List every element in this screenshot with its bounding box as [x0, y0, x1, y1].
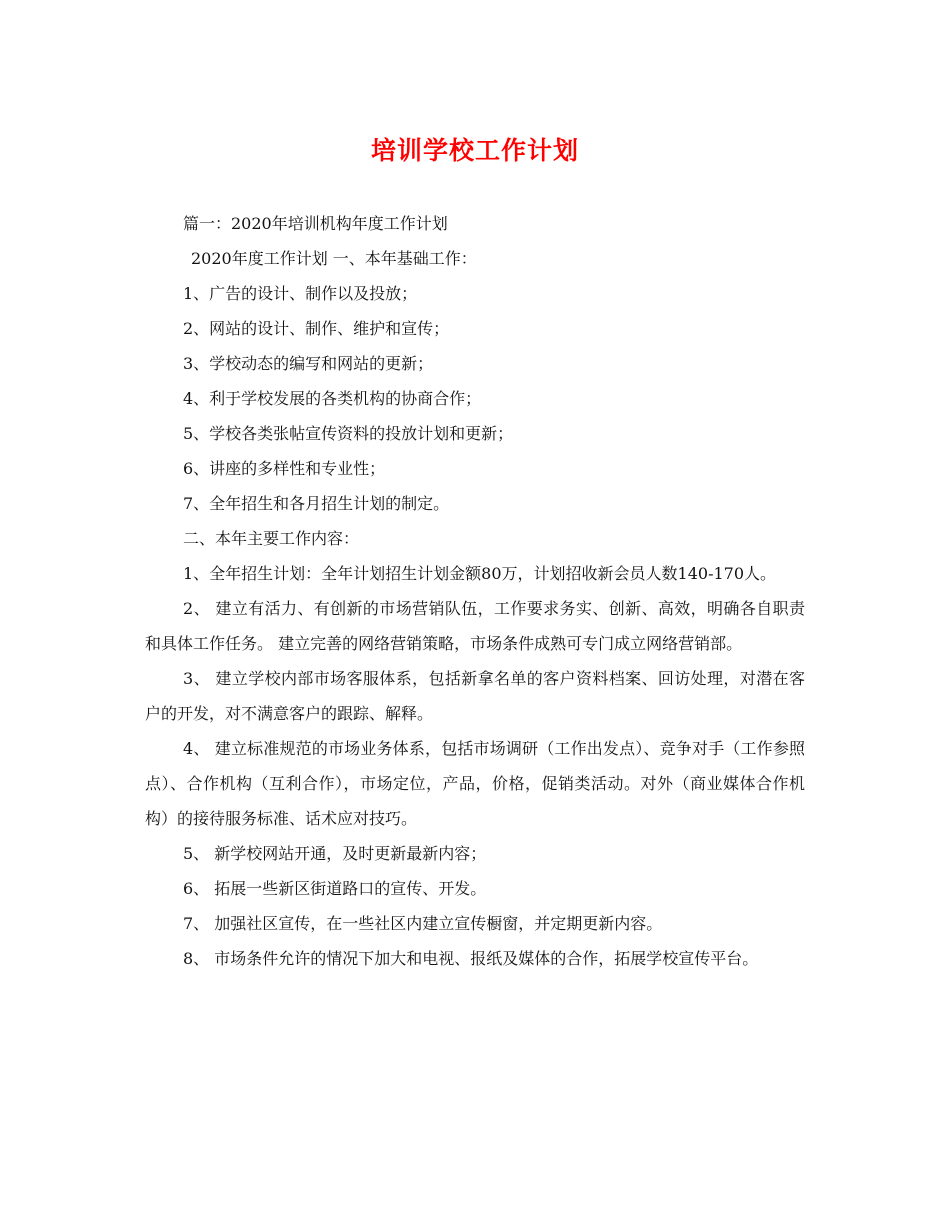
section-heading: 二、本年主要工作内容：: [183, 529, 360, 548]
list-item: 7、 加强社区宣传，在一些社区内建立宣传橱窗，并定期更新内容。: [183, 914, 663, 933]
list-item: 2、网站的设计、制作、维护和宣传；: [183, 319, 450, 338]
list-item: 3、 建立学校内部市场客服体系，包括新拿名单的客户资料档案、回访处理，对潜在客户的开发，对不满意客户的跟踪、解释。: [145, 669, 805, 723]
list-item: 4、 建立标准规范的市场业务体系，包括市场调研（工作出发点）、竞争对手（工作参照点）、合作机构（互利合作），市场定位，产品，价格，促销类活动。对外（商业媒体合作机构）的接待服务标准、话术应对技巧。: [145, 739, 805, 828]
paragraph: 2020年度工作计划 一、本年基础工作：: [191, 249, 477, 268]
list-item: 1、广告的设计、制作以及投放；: [183, 284, 418, 303]
list-item: 3、学校动态的编写和网站的更新；: [183, 354, 434, 373]
list-item: 5、学校各类张帖宣传资料的投放计划和更新；: [183, 424, 514, 443]
document-title: 培训学校工作计划: [370, 136, 579, 165]
list-item: 6、讲座的多样性和专业性；: [183, 459, 386, 478]
list-item: 1、全年招生计划：全年计划招生计划金额80万，计划招收新会员人数140-170人。: [183, 564, 777, 583]
section-heading: 篇一：2020年培训机构年度工作计划: [183, 214, 448, 233]
list-item: 5、 新学校网站开通，及时更新最新内容；: [183, 844, 487, 863]
list-item: 2、 建立有活力、有创新的市场营销队伍，工作要求务实、创新、高效，明确各自职责和具体工作任务。 建立完善的网络营销策略，市场条件成熟可专门成立网络营销部。: [145, 599, 805, 653]
list-item: 4、利于学校发展的各类机构的协商合作；: [183, 389, 482, 408]
list-item: 8、 市场条件允许的情况下加大和电视、报纸及媒体的合作，拓展学校宣传平台。: [183, 949, 759, 968]
document-body: [145, 206, 805, 976]
list-item: 6、 拓展一些新区街道路口的宣传、开发。: [183, 879, 487, 898]
list-item: 7、全年招生和各月招生计划的制定。: [183, 494, 450, 513]
